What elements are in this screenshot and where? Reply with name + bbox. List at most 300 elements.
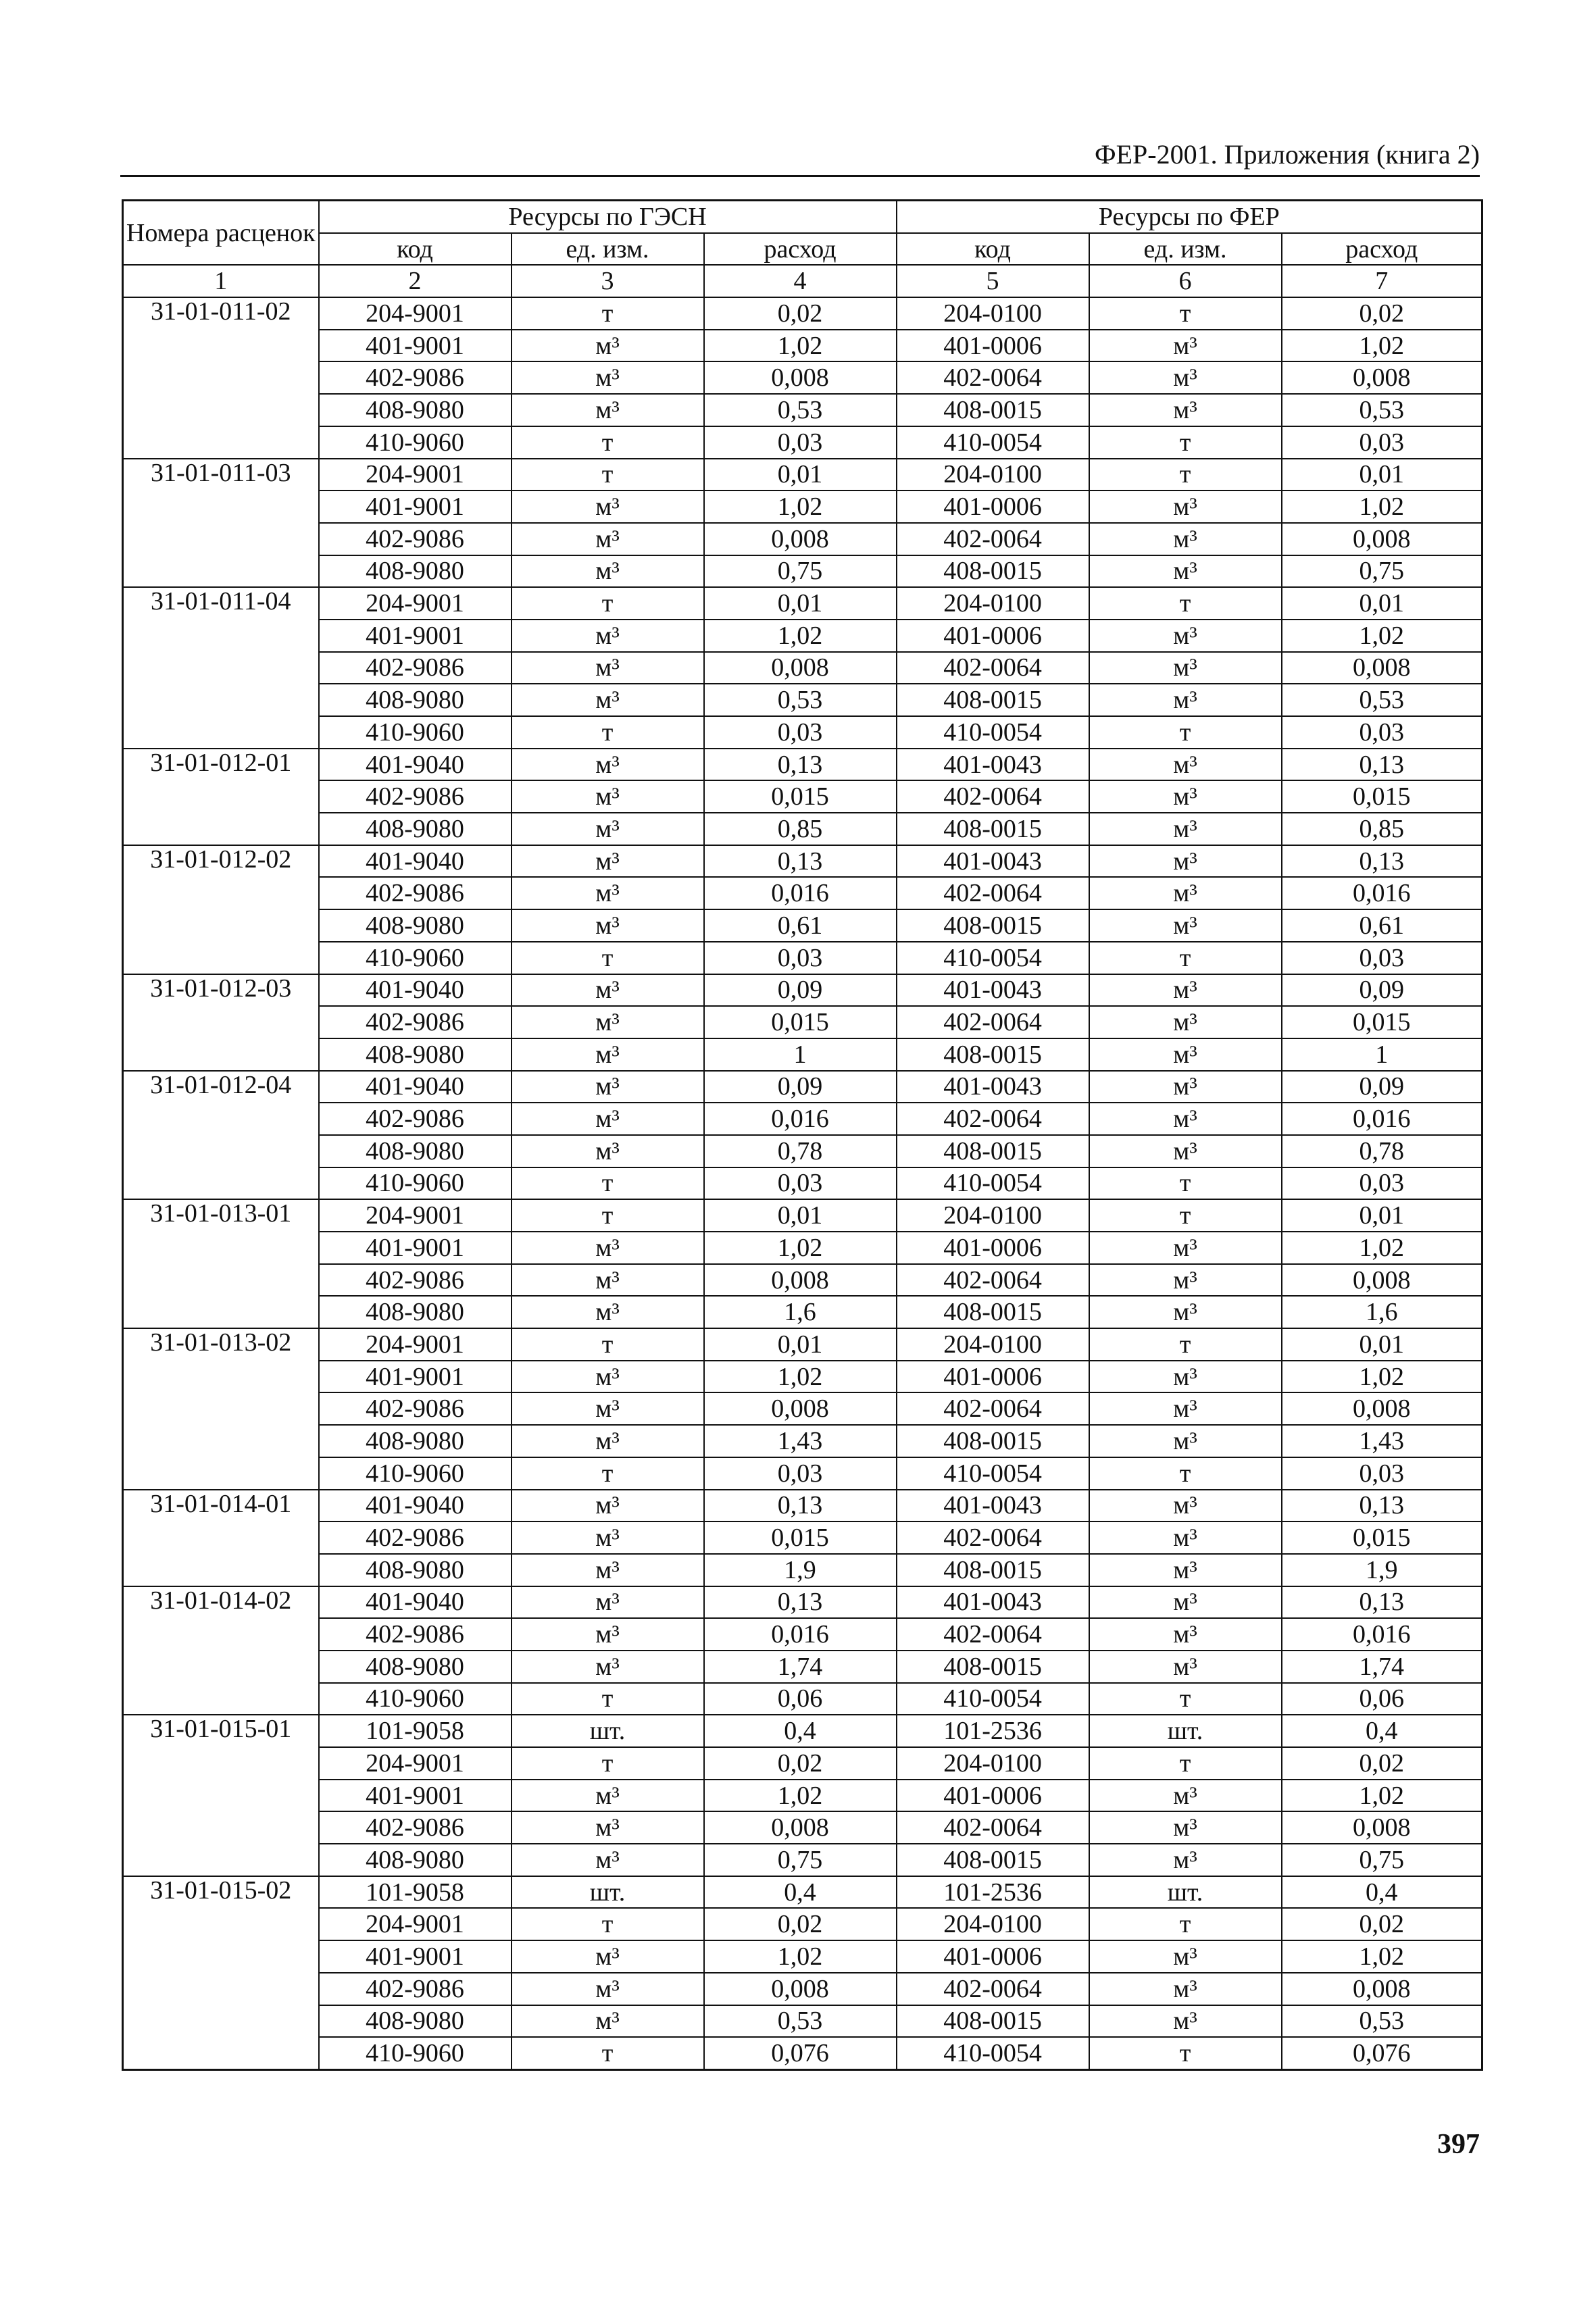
fer-code-cell: 402-0064: [897, 361, 1089, 394]
gesn-consumption-cell: 1,02: [704, 491, 897, 523]
fer-code-cell: 402-0064: [897, 1392, 1089, 1425]
fer-code-cell: 101-2536: [897, 1715, 1089, 1747]
fer-consumption-cell: 0,015: [1282, 1006, 1482, 1038]
gesn-unit-cell: т: [512, 942, 704, 974]
gesn-code-cell: 101-9058: [319, 1715, 512, 1747]
gesn-code-cell: 402-9086: [319, 877, 512, 909]
fer-unit-cell: шт.: [1089, 1876, 1282, 1909]
gesn-unit-cell: т: [512, 2037, 704, 2069]
table-row: [123, 330, 1482, 362]
gesn-unit-cell: м³: [512, 1425, 704, 1457]
fer-code-cell: 401-0006: [897, 491, 1089, 523]
rate-number-cell: 31-01-012-03: [123, 974, 319, 1071]
table-row: [123, 780, 1482, 813]
gesn-consumption-cell: 0,03: [704, 942, 897, 974]
table-row: [123, 813, 1482, 845]
gesn-code-cell: 401-9040: [319, 749, 512, 781]
gesn-consumption-cell: 0,008: [704, 1392, 897, 1425]
gesn-unit-cell: т: [512, 426, 704, 459]
table-row: [123, 909, 1482, 942]
gesn-unit-cell: т: [512, 587, 704, 620]
gesn-consumption-cell: 0,53: [704, 2005, 897, 2038]
fer-code-cell: 410-0054: [897, 1683, 1089, 1715]
column-number: 6: [1089, 265, 1282, 297]
gesn-code-cell: 402-9086: [319, 1392, 512, 1425]
gesn-code-cell: 408-9080: [319, 1038, 512, 1071]
rate-number-cell: 31-01-014-01: [123, 1490, 319, 1586]
fer-code-cell: 402-0064: [897, 1006, 1089, 1038]
gesn-unit-cell: м³: [512, 1361, 704, 1393]
fer-consumption-cell: 0,13: [1282, 749, 1482, 781]
rates-column-header: Номера расценок: [123, 201, 319, 266]
gesn-code-cell: 408-9080: [319, 813, 512, 845]
gesn-unit-cell: т: [512, 1328, 704, 1361]
fer-consumption-cell: 0,015: [1282, 1521, 1482, 1554]
table-row: [123, 1361, 1482, 1393]
gesn-consumption-cell: 1,74: [704, 1651, 897, 1683]
column-numbers-row: [123, 265, 1482, 297]
fer-consumption-cell: 1,6: [1282, 1296, 1482, 1328]
fer-consumption-cell: 0,13: [1282, 1490, 1482, 1522]
fer-unit-cell: м³: [1089, 1554, 1282, 1586]
fer-code-cell: 402-0064: [897, 877, 1089, 909]
fer-unit-cell: м³: [1089, 330, 1282, 362]
gesn-unit-cell: м³: [512, 523, 704, 555]
fer-unit-cell: м³: [1089, 909, 1282, 942]
fer-code-cell: 410-0054: [897, 2037, 1089, 2069]
gesn-consumption-cell: 0,4: [704, 1876, 897, 1909]
fer-code-cell: 204-0100: [897, 587, 1089, 620]
table-row: [123, 1940, 1482, 1973]
fer-unit-cell: т: [1089, 1908, 1282, 1940]
fer-consumption-cell: 0,008: [1282, 361, 1482, 394]
fer-consumption-cell: 0,02: [1282, 1747, 1482, 1780]
gesn-consumption-cell: 0,008: [704, 361, 897, 394]
gesn-code-cell: 402-9086: [319, 652, 512, 684]
fer-consumption-cell: 1,02: [1282, 620, 1482, 652]
gesn-resources-header: Ресурсы по ГЭСН: [319, 201, 897, 233]
gesn-consumption-cell: 1,9: [704, 1554, 897, 1586]
gesn-code-cell: 402-9086: [319, 1618, 512, 1651]
rate-number-cell: 31-01-012-02: [123, 845, 319, 974]
gesn-unit-cell: м³: [512, 1135, 704, 1167]
table-row: [123, 1103, 1482, 1135]
fer-consumption-cell: 0,02: [1282, 297, 1482, 330]
fer-unit-cell: м³: [1089, 555, 1282, 588]
fer-consumption-cell: 0,09: [1282, 1071, 1482, 1103]
table-row: [123, 1425, 1482, 1457]
fer-consumption-cell: 0,4: [1282, 1876, 1482, 1909]
fer-consumption-cell: 1,02: [1282, 1232, 1482, 1264]
table-row: [123, 2037, 1482, 2069]
fer-consumption-cell: 0,06: [1282, 1683, 1482, 1715]
fer-unit-cell: м³: [1089, 1038, 1282, 1071]
fer-unit-cell: м³: [1089, 1586, 1282, 1619]
gesn-consumption-cell: 0,06: [704, 1683, 897, 1715]
gesn-consumption-cell: 0,008: [704, 523, 897, 555]
fer-consumption-cell: 0,53: [1282, 394, 1482, 426]
fer-consumption-cell: 1,02: [1282, 1940, 1482, 1973]
gesn-code-cell: 410-9060: [319, 2037, 512, 2069]
table-row: [123, 2005, 1482, 2038]
fer-consumption-cell: 0,03: [1282, 942, 1482, 974]
gesn-unit-cell: т: [512, 1167, 704, 1200]
resources-table-body: [123, 297, 1482, 2069]
gesn-code-cell: 401-9001: [319, 1232, 512, 1264]
page-number: 397: [1437, 2129, 1480, 2160]
fer-unit-cell: м³: [1089, 1490, 1282, 1522]
gesn-code-cell: 402-9086: [319, 1811, 512, 1844]
gesn-consumption-cell: 0,75: [704, 1844, 897, 1876]
gesn-consumption-cell: 0,09: [704, 974, 897, 1007]
fer-code-cell: 204-0100: [897, 1747, 1089, 1780]
resources-table: [122, 199, 1483, 2071]
gesn-code-cell: 402-9086: [319, 1006, 512, 1038]
gesn-unit-cell: т: [512, 297, 704, 330]
gesn-consumption-cell: 0,076: [704, 2037, 897, 2069]
fer-consumption-cell: 0,02: [1282, 1908, 1482, 1940]
gesn-consumption-cell: 0,03: [704, 1457, 897, 1490]
gesn-unit-header: ед. изм.: [512, 233, 704, 266]
fer-unit-cell: м³: [1089, 1425, 1282, 1457]
fer-code-cell: 401-0006: [897, 620, 1089, 652]
gesn-code-cell: 401-9040: [319, 974, 512, 1007]
gesn-consumption-cell: 0,016: [704, 1618, 897, 1651]
gesn-code-cell: 204-9001: [319, 297, 512, 330]
gesn-code-cell: 204-9001: [319, 587, 512, 620]
rate-number-cell: 31-01-014-02: [123, 1586, 319, 1715]
fer-code-cell: 204-0100: [897, 297, 1089, 330]
gesn-consumption-cell: 0,13: [704, 749, 897, 781]
gesn-unit-cell: м³: [512, 1392, 704, 1425]
fer-unit-cell: м³: [1089, 652, 1282, 684]
fer-unit-cell: т: [1089, 426, 1282, 459]
fer-consumption-cell: 0,4: [1282, 1715, 1482, 1747]
gesn-code-cell: 401-9001: [319, 620, 512, 652]
fer-code-cell: 402-0064: [897, 1264, 1089, 1297]
column-number: 7: [1282, 265, 1482, 297]
rate-number-cell: 31-01-015-02: [123, 1876, 319, 2070]
gesn-code-cell: 401-9001: [319, 1780, 512, 1812]
fer-unit-cell: м³: [1089, 523, 1282, 555]
fer-code-cell: 401-0006: [897, 1232, 1089, 1264]
gesn-code-cell: 410-9060: [319, 942, 512, 974]
gesn-unit-cell: м³: [512, 909, 704, 942]
fer-code-cell: 401-0043: [897, 845, 1089, 878]
gesn-code-cell: 401-9001: [319, 330, 512, 362]
table-row: [123, 394, 1482, 426]
table-row: [123, 1973, 1482, 2005]
rate-number-cell: 31-01-013-01: [123, 1199, 319, 1328]
fer-code-cell: 401-0006: [897, 1940, 1089, 1973]
fer-consumption-cell: 0,016: [1282, 1103, 1482, 1135]
fer-unit-cell: м³: [1089, 1618, 1282, 1651]
rate-number-cell: 31-01-015-01: [123, 1715, 319, 1876]
gesn-code-cell: 402-9086: [319, 1973, 512, 2005]
fer-consumption-cell: 0,13: [1282, 1586, 1482, 1619]
table-row: [123, 1071, 1482, 1103]
fer-unit-cell: т: [1089, 1683, 1282, 1715]
gesn-unit-cell: т: [512, 716, 704, 749]
table-row: [123, 1264, 1482, 1297]
rate-number-cell: 31-01-011-02: [123, 297, 319, 458]
gesn-unit-cell: м³: [512, 1038, 704, 1071]
fer-unit-cell: м³: [1089, 1844, 1282, 1876]
gesn-unit-cell: т: [512, 1683, 704, 1715]
fer-unit-cell: м³: [1089, 1232, 1282, 1264]
fer-code-cell: 408-0015: [897, 1135, 1089, 1167]
gesn-unit-cell: м³: [512, 394, 704, 426]
table-row: [123, 491, 1482, 523]
fer-consumption-cell: 0,016: [1282, 1618, 1482, 1651]
gesn-consumption-cell: 0,13: [704, 1586, 897, 1619]
gesn-code-cell: 204-9001: [319, 1328, 512, 1361]
table-row: [123, 716, 1482, 749]
gesn-unit-cell: м³: [512, 974, 704, 1007]
gesn-unit-cell: м³: [512, 813, 704, 845]
fer-consumption-header: расход: [1282, 233, 1482, 266]
fer-unit-cell: м³: [1089, 1940, 1282, 1973]
fer-unit-cell: м³: [1089, 1392, 1282, 1425]
table-row: [123, 1490, 1482, 1522]
gesn-consumption-cell: 0,02: [704, 1747, 897, 1780]
gesn-code-cell: 402-9086: [319, 523, 512, 555]
fer-unit-cell: т: [1089, 459, 1282, 491]
fer-consumption-cell: 1,02: [1282, 1780, 1482, 1812]
gesn-unit-cell: м³: [512, 1296, 704, 1328]
gesn-unit-cell: т: [512, 1199, 704, 1232]
fer-unit-cell: т: [1089, 942, 1282, 974]
fer-unit-cell: м³: [1089, 2005, 1282, 2038]
gesn-unit-cell: м³: [512, 1940, 704, 1973]
gesn-consumption-cell: 0,015: [704, 780, 897, 813]
column-number: 4: [704, 265, 897, 297]
gesn-consumption-cell: 0,53: [704, 684, 897, 716]
gesn-consumption-cell: 0,02: [704, 297, 897, 330]
gesn-consumption-cell: 0,13: [704, 845, 897, 878]
fer-consumption-cell: 0,01: [1282, 1328, 1482, 1361]
gesn-consumption-cell: 0,015: [704, 1006, 897, 1038]
gesn-unit-cell: м³: [512, 1521, 704, 1554]
fer-unit-cell: т: [1089, 1167, 1282, 1200]
table-row: [123, 1780, 1482, 1812]
fer-code-cell: 408-0015: [897, 1425, 1089, 1457]
fer-unit-cell: м³: [1089, 1264, 1282, 1297]
table-row: [123, 1715, 1482, 1747]
table-row: [123, 652, 1482, 684]
fer-unit-cell: м³: [1089, 974, 1282, 1007]
gesn-unit-cell: м³: [512, 1618, 704, 1651]
fer-code-cell: 408-0015: [897, 909, 1089, 942]
fer-code-cell: 408-0015: [897, 555, 1089, 588]
fer-unit-cell: м³: [1089, 684, 1282, 716]
table-row: [123, 297, 1482, 330]
rate-number-cell: 31-01-012-01: [123, 749, 319, 845]
fer-consumption-cell: 0,008: [1282, 523, 1482, 555]
gesn-code-header: код: [319, 233, 512, 266]
gesn-consumption-cell: 0,01: [704, 1328, 897, 1361]
gesn-code-cell: 401-9001: [319, 491, 512, 523]
gesn-code-cell: 408-9080: [319, 555, 512, 588]
fer-unit-cell: м³: [1089, 1811, 1282, 1844]
gesn-unit-cell: м³: [512, 1264, 704, 1297]
fer-unit-cell: м³: [1089, 813, 1282, 845]
table-row: [123, 1199, 1482, 1232]
gesn-code-cell: 402-9086: [319, 1521, 512, 1554]
fer-code-cell: 204-0100: [897, 1908, 1089, 1940]
table-row: [123, 684, 1482, 716]
fer-unit-cell: м³: [1089, 877, 1282, 909]
gesn-unit-cell: м³: [512, 1811, 704, 1844]
fer-code-cell: 402-0064: [897, 1618, 1089, 1651]
fer-consumption-cell: 0,008: [1282, 1392, 1482, 1425]
fer-consumption-cell: 0,03: [1282, 1167, 1482, 1200]
fer-code-cell: 402-0064: [897, 1103, 1089, 1135]
gesn-unit-cell: м³: [512, 2005, 704, 2038]
gesn-unit-cell: т: [512, 1747, 704, 1780]
fer-consumption-cell: 1,02: [1282, 330, 1482, 362]
gesn-code-cell: 408-9080: [319, 1844, 512, 1876]
fer-consumption-cell: 0,03: [1282, 426, 1482, 459]
gesn-unit-cell: шт.: [512, 1876, 704, 1909]
table-row: [123, 1006, 1482, 1038]
fer-code-cell: 408-0015: [897, 394, 1089, 426]
gesn-code-cell: 408-9080: [319, 684, 512, 716]
gesn-code-cell: 204-9001: [319, 1199, 512, 1232]
fer-code-cell: 408-0015: [897, 1038, 1089, 1071]
gesn-unit-cell: м³: [512, 1103, 704, 1135]
gesn-consumption-cell: 0,03: [704, 1167, 897, 1200]
gesn-consumption-header: расход: [704, 233, 897, 266]
fer-code-cell: 402-0064: [897, 780, 1089, 813]
table-row: [123, 877, 1482, 909]
table-row: [123, 459, 1482, 491]
fer-unit-cell: м³: [1089, 1071, 1282, 1103]
gesn-code-cell: 401-9040: [319, 1071, 512, 1103]
fer-code-cell: 401-0043: [897, 1586, 1089, 1619]
table-row: [123, 523, 1482, 555]
fer-consumption-cell: 0,008: [1282, 1811, 1482, 1844]
fer-code-header: код: [897, 233, 1089, 266]
fer-unit-cell: м³: [1089, 1780, 1282, 1812]
fer-consumption-cell: 0,53: [1282, 2005, 1482, 2038]
fer-consumption-cell: 0,78: [1282, 1135, 1482, 1167]
fer-code-cell: 204-0100: [897, 1328, 1089, 1361]
rate-number-cell: 31-01-012-04: [123, 1071, 319, 1200]
gesn-code-cell: 402-9086: [319, 1264, 512, 1297]
gesn-consumption-cell: 0,78: [704, 1135, 897, 1167]
fer-consumption-cell: 0,13: [1282, 845, 1482, 878]
fer-unit-cell: т: [1089, 2037, 1282, 2069]
gesn-code-cell: 401-9040: [319, 1586, 512, 1619]
table-row: [123, 1328, 1482, 1361]
gesn-consumption-cell: 0,01: [704, 587, 897, 620]
gesn-consumption-cell: 0,4: [704, 1715, 897, 1747]
gesn-code-cell: 401-9001: [319, 1361, 512, 1393]
fer-code-cell: 401-0006: [897, 330, 1089, 362]
fer-unit-cell: т: [1089, 1747, 1282, 1780]
gesn-consumption-cell: 0,016: [704, 1103, 897, 1135]
fer-code-cell: 204-0100: [897, 459, 1089, 491]
fer-unit-cell: м³: [1089, 1006, 1282, 1038]
gesn-consumption-cell: 0,61: [704, 909, 897, 942]
fer-code-cell: 410-0054: [897, 716, 1089, 749]
gesn-unit-cell: м³: [512, 1006, 704, 1038]
fer-consumption-cell: 0,03: [1282, 716, 1482, 749]
fer-consumption-cell: 0,75: [1282, 555, 1482, 588]
fer-unit-cell: шт.: [1089, 1715, 1282, 1747]
fer-unit-cell: м³: [1089, 491, 1282, 523]
gesn-code-cell: 408-9080: [319, 909, 512, 942]
fer-code-cell: 408-0015: [897, 1296, 1089, 1328]
fer-code-cell: 401-0006: [897, 1361, 1089, 1393]
gesn-unit-cell: м³: [512, 555, 704, 588]
table-row: [123, 1038, 1482, 1071]
fer-consumption-cell: 0,015: [1282, 780, 1482, 813]
fer-unit-cell: т: [1089, 1457, 1282, 1490]
fer-code-cell: 101-2536: [897, 1876, 1089, 1909]
fer-code-cell: 408-0015: [897, 684, 1089, 716]
gesn-consumption-cell: 1,02: [704, 330, 897, 362]
gesn-unit-cell: м³: [512, 1651, 704, 1683]
gesn-code-cell: 408-9080: [319, 1296, 512, 1328]
fer-code-cell: 410-0054: [897, 1167, 1089, 1200]
gesn-code-cell: 410-9060: [319, 1683, 512, 1715]
fer-consumption-cell: 0,53: [1282, 684, 1482, 716]
gesn-unit-cell: м³: [512, 1780, 704, 1812]
gesn-code-cell: 401-9040: [319, 1490, 512, 1522]
gesn-unit-cell: м³: [512, 361, 704, 394]
fer-unit-cell: м³: [1089, 1973, 1282, 2005]
table-row: [123, 1457, 1482, 1490]
fer-consumption-cell: 0,008: [1282, 1264, 1482, 1297]
table-row: [123, 555, 1482, 588]
fer-consumption-cell: 0,008: [1282, 1973, 1482, 2005]
fer-code-cell: 401-0043: [897, 1490, 1089, 1522]
table-row: [123, 587, 1482, 620]
gesn-code-cell: 408-9080: [319, 1554, 512, 1586]
gesn-code-cell: 204-9001: [319, 459, 512, 491]
fer-consumption-cell: 1: [1282, 1038, 1482, 1071]
fer-unit-cell: т: [1089, 587, 1282, 620]
fer-consumption-cell: 0,016: [1282, 877, 1482, 909]
fer-code-cell: 410-0054: [897, 426, 1089, 459]
fer-code-cell: 408-0015: [897, 1651, 1089, 1683]
gesn-code-cell: 408-9080: [319, 1135, 512, 1167]
fer-unit-cell: м³: [1089, 1651, 1282, 1683]
fer-unit-cell: м³: [1089, 1521, 1282, 1554]
fer-unit-cell: м³: [1089, 361, 1282, 394]
rate-number-cell: 31-01-011-04: [123, 587, 319, 748]
fer-consumption-cell: 0,03: [1282, 1457, 1482, 1490]
gesn-consumption-cell: 0,008: [704, 1973, 897, 2005]
gesn-code-cell: 410-9060: [319, 426, 512, 459]
gesn-unit-cell: м³: [512, 1490, 704, 1522]
gesn-code-cell: 410-9060: [319, 1167, 512, 1200]
gesn-code-cell: 410-9060: [319, 1457, 512, 1490]
fer-code-cell: 401-0043: [897, 1071, 1089, 1103]
gesn-unit-cell: т: [512, 1457, 704, 1490]
table-row: [123, 1521, 1482, 1554]
gesn-unit-cell: м³: [512, 1554, 704, 1586]
table-row: [123, 974, 1482, 1007]
table-row: [123, 1554, 1482, 1586]
gesn-unit-cell: т: [512, 459, 704, 491]
gesn-consumption-cell: 0,53: [704, 394, 897, 426]
gesn-consumption-cell: 1,6: [704, 1296, 897, 1328]
table-row: [123, 426, 1482, 459]
gesn-consumption-cell: 0,016: [704, 877, 897, 909]
